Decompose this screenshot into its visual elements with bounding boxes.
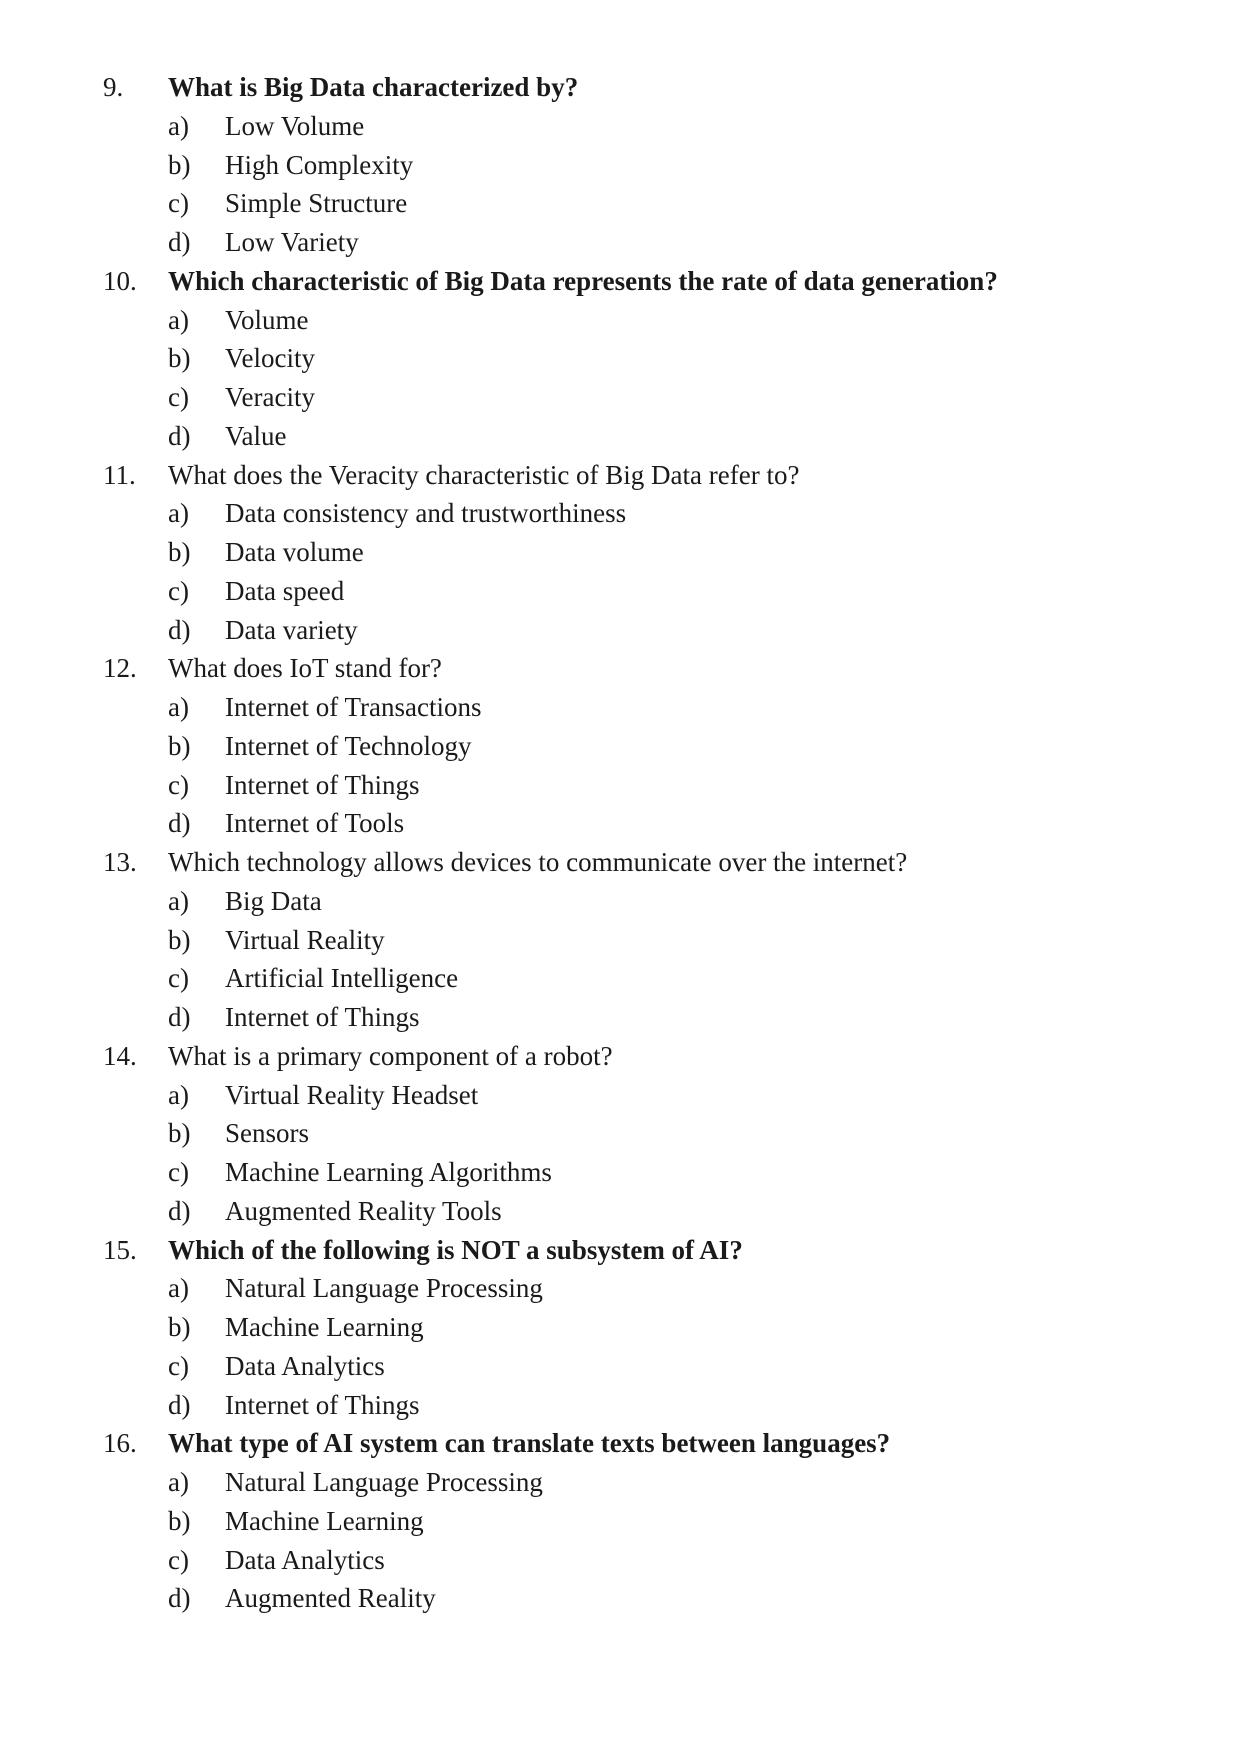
option-text: Machine Learning Algorithms xyxy=(225,1157,552,1187)
option-c xyxy=(0,572,1241,611)
question-text: What does IoT stand for? xyxy=(168,653,442,684)
option-letter: a) xyxy=(168,692,189,722)
question-13 xyxy=(0,843,1241,1037)
option-text: Augmented Reality xyxy=(225,1583,436,1614)
option-text: Internet of Things xyxy=(225,1002,420,1032)
option-text: Veracity xyxy=(225,382,315,412)
question-text: Which characteristic of Big Data represents the rate of data generation? xyxy=(168,265,998,296)
option-text: Value xyxy=(225,420,287,451)
option-text: High Complexity xyxy=(225,149,414,180)
option-letter: b) xyxy=(168,1118,191,1149)
option-letter: b) xyxy=(168,537,191,567)
option-text: Data consistency and trustworthiness xyxy=(225,498,627,529)
question-sheet xyxy=(0,68,1241,1618)
option-letter: c) xyxy=(168,769,189,800)
option-letter: d) xyxy=(168,1389,191,1420)
option-text: Natural Language Processing xyxy=(225,1273,543,1304)
option-d xyxy=(0,223,1241,262)
option-letter: d) xyxy=(168,1195,191,1226)
option-c xyxy=(0,1347,1241,1386)
option-b xyxy=(0,146,1241,185)
option-text: Low Volume xyxy=(225,110,365,141)
option-text: Machine Learning xyxy=(225,1312,424,1342)
option-letter: b) xyxy=(168,1505,191,1536)
option-a xyxy=(0,688,1241,727)
option-letter: c) xyxy=(168,963,189,994)
option-text: Virtual Reality Headset xyxy=(225,1079,479,1110)
option-b xyxy=(0,1114,1241,1153)
option-letter: c) xyxy=(168,1350,189,1381)
question-12 xyxy=(0,649,1241,843)
option-letter: d) xyxy=(168,1583,191,1614)
option-a xyxy=(0,882,1241,921)
question-text: What does the Veracity characteristic of Big Data refer to? xyxy=(168,459,800,490)
question-9 xyxy=(0,68,1241,262)
question-number: 11. xyxy=(103,459,136,490)
option-text: Low Variety xyxy=(225,227,359,257)
question-line xyxy=(0,1037,1241,1076)
option-c xyxy=(0,959,1241,998)
question-number: 14. xyxy=(103,1040,137,1071)
question-line xyxy=(0,262,1241,301)
question-line xyxy=(0,649,1241,688)
option-a xyxy=(0,301,1241,340)
option-text: Data Analytics xyxy=(225,1350,385,1381)
question-text: Which of the following is NOT a subsystem of AI? xyxy=(168,1234,743,1265)
option-a xyxy=(0,107,1241,146)
option-letter: d) xyxy=(168,227,191,257)
option-letter: c) xyxy=(168,1544,189,1575)
question-number: 16. xyxy=(103,1428,137,1459)
option-text: Virtual Reality xyxy=(225,924,385,955)
option-text: Internet of Transactions xyxy=(225,692,482,722)
option-text: Internet of Things xyxy=(225,1389,420,1420)
option-a xyxy=(0,1463,1241,1502)
option-letter: a) xyxy=(168,1467,189,1497)
option-a xyxy=(0,1269,1241,1308)
option-letter: d) xyxy=(168,808,191,839)
option-text: Velocity xyxy=(225,343,315,374)
option-letter: d) xyxy=(168,1002,191,1032)
question-line xyxy=(0,456,1241,495)
option-letter: c) xyxy=(168,382,189,412)
option-letter: c) xyxy=(168,575,189,606)
option-a xyxy=(0,494,1241,533)
option-d xyxy=(0,1192,1241,1231)
question-line xyxy=(0,68,1241,107)
option-b xyxy=(0,1502,1241,1541)
option-b xyxy=(0,1308,1241,1347)
option-text: Data variety xyxy=(225,614,358,645)
option-b xyxy=(0,727,1241,766)
question-number: 15. xyxy=(103,1234,137,1265)
question-number: 12. xyxy=(103,653,137,684)
option-b xyxy=(0,921,1241,960)
option-letter: b) xyxy=(168,343,191,374)
question-text: Which technology allows devices to communicate over the internet? xyxy=(168,847,908,877)
option-letter: b) xyxy=(168,149,191,180)
option-text: Data volume xyxy=(225,537,364,567)
option-c xyxy=(0,378,1241,417)
option-text: Internet of Tools xyxy=(225,808,405,839)
question-line xyxy=(0,843,1241,882)
question-number: 10. xyxy=(103,265,137,296)
option-text: Natural Language Processing xyxy=(225,1467,543,1497)
question-number: 9. xyxy=(103,72,124,102)
option-d xyxy=(0,1579,1241,1618)
option-c xyxy=(0,1541,1241,1580)
option-letter: b) xyxy=(168,730,191,761)
question-15 xyxy=(0,1231,1241,1425)
option-letter: c) xyxy=(168,188,189,219)
option-text: Artificial Intelligence xyxy=(225,963,459,994)
option-text: Machine Learning xyxy=(225,1505,424,1536)
option-d xyxy=(0,804,1241,843)
question-text: What is Big Data characterized by? xyxy=(168,72,579,102)
question-text: What is a primary component of a robot? xyxy=(168,1040,613,1071)
option-d xyxy=(0,611,1241,650)
option-text: Big Data xyxy=(225,885,322,916)
option-letter: d) xyxy=(168,420,191,451)
option-letter: b) xyxy=(168,1312,191,1342)
option-letter: c) xyxy=(168,1157,189,1187)
option-letter: a) xyxy=(168,304,189,335)
question-number: 13. xyxy=(103,847,137,877)
option-b xyxy=(0,339,1241,378)
option-text: Data speed xyxy=(225,575,345,606)
question-line xyxy=(0,1231,1241,1270)
question-10 xyxy=(0,262,1241,456)
option-d xyxy=(0,1386,1241,1425)
option-letter: a) xyxy=(168,1273,189,1304)
option-letter: a) xyxy=(168,110,189,141)
option-letter: a) xyxy=(168,498,189,529)
option-c xyxy=(0,184,1241,223)
option-letter: a) xyxy=(168,1079,189,1110)
question-16 xyxy=(0,1424,1241,1618)
option-letter: d) xyxy=(168,614,191,645)
option-d xyxy=(0,417,1241,456)
option-text: Sensors xyxy=(225,1118,310,1149)
option-d xyxy=(0,998,1241,1037)
question-14 xyxy=(0,1037,1241,1231)
question-11 xyxy=(0,456,1241,650)
option-text: Simple Structure xyxy=(225,188,408,219)
option-c xyxy=(0,1153,1241,1192)
question-line xyxy=(0,1424,1241,1463)
option-b xyxy=(0,533,1241,572)
option-text: Augmented Reality Tools xyxy=(225,1195,502,1226)
option-a xyxy=(0,1076,1241,1115)
option-text: Data Analytics xyxy=(225,1544,385,1575)
option-c xyxy=(0,766,1241,805)
option-text: Internet of Things xyxy=(225,769,420,800)
question-text: What type of AI system can translate texts between languages? xyxy=(168,1428,891,1459)
option-text: Internet of Technology xyxy=(225,730,472,761)
option-letter: b) xyxy=(168,924,191,955)
option-text: Volume xyxy=(225,304,309,335)
option-letter: a) xyxy=(168,885,189,916)
